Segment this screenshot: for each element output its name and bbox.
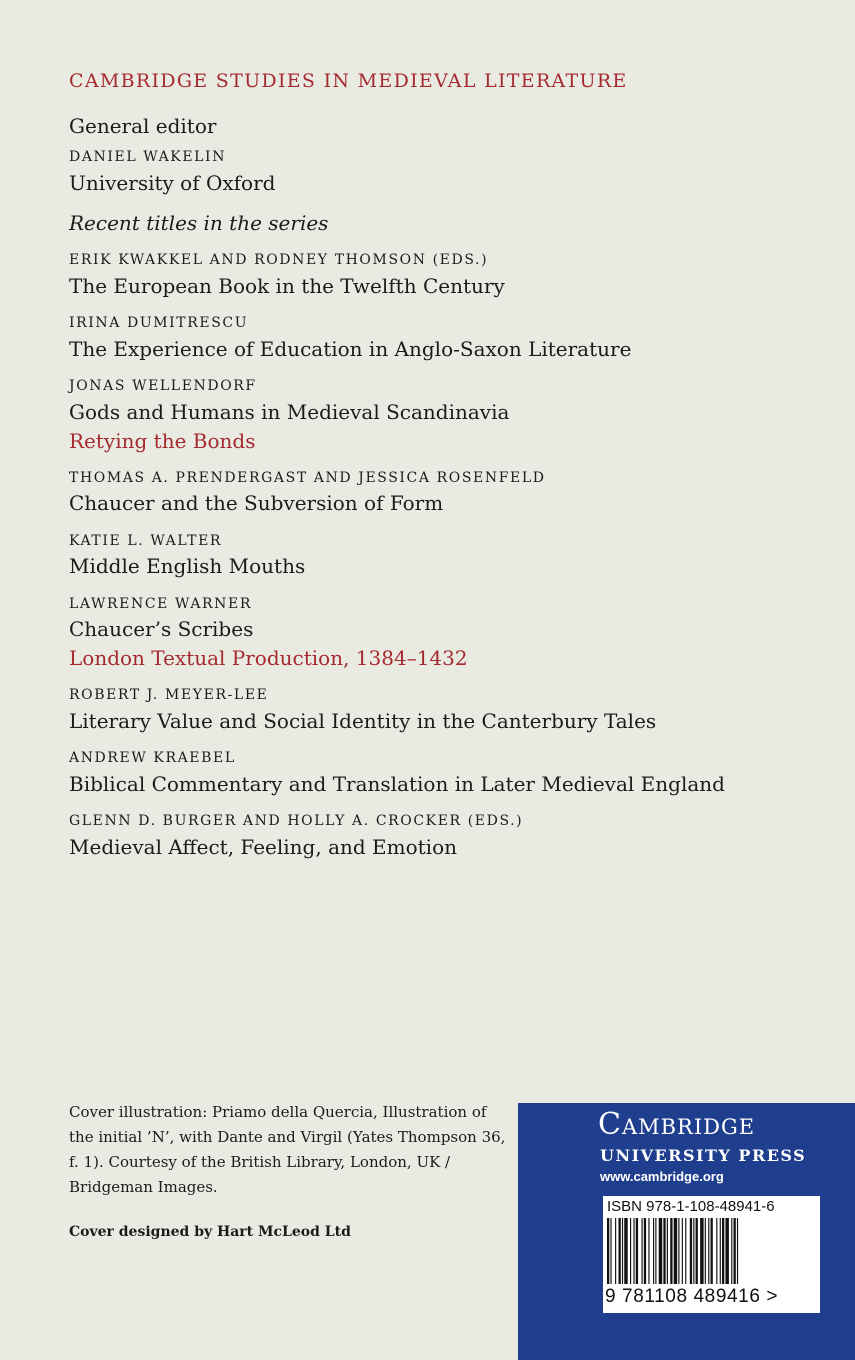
cover-illustration-credit: Cover illustration: Priamo della Quercia, Illustration of the initial ’N’, with Dante and Virgil (Yates Thompson 36, f. 1). Courtesy of the British Library, London, UK / Bridgeman Images. — [69, 1103, 506, 1196]
title-name: Chaucer and the Subversion of Form — [69, 491, 444, 515]
barcode-bars — [607, 1218, 816, 1284]
title-name: The European Book in the Twelfth Century — [69, 274, 505, 298]
barcode-bar — [731, 1218, 732, 1284]
barcode-bar — [653, 1218, 654, 1284]
publisher-panel — [518, 1103, 855, 1360]
barcode-bar — [696, 1218, 698, 1284]
barcode-bar — [670, 1218, 672, 1284]
barcode-bar — [630, 1218, 631, 1284]
title-name: Middle English Mouths — [69, 554, 306, 578]
title-author: KATIE L. WALTER — [69, 533, 223, 549]
barcode-bar — [682, 1218, 683, 1284]
title-author: ANDREW KRAEBEL — [69, 750, 236, 766]
title-name: Gods and Humans in Medieval Scandinavia — [69, 400, 510, 424]
title-name: Biblical Commentary and Translation in Later Medieval England — [69, 772, 725, 796]
title-name: The Experience of Education in Anglo-Saxon Literature — [69, 337, 632, 361]
title-subtitle: Retying the Bonds — [69, 429, 256, 453]
barcode-bar — [693, 1218, 694, 1284]
editor-name: DANIEL WAKELIN — [69, 149, 227, 165]
barcode-bar — [700, 1218, 703, 1284]
barcode-bar — [636, 1218, 638, 1284]
barcode-bar — [685, 1218, 686, 1284]
barcode — [603, 1196, 820, 1313]
title-author: LAWRENCE WARNER — [69, 596, 252, 612]
title-author: IRINA DUMITRESCU — [69, 315, 249, 331]
barcode-digits: 9 781108 489416 > — [605, 1286, 779, 1307]
barcode-bar — [722, 1218, 724, 1284]
barcode-bar — [674, 1218, 677, 1284]
barcode-bar — [716, 1218, 717, 1284]
barcode-bar — [705, 1218, 706, 1284]
barcode-bar — [648, 1218, 649, 1284]
title-subtitle: London Textual Production, 1384–1432 — [69, 646, 468, 670]
title-author: JONAS WELLENDORF — [69, 378, 257, 394]
editor-affiliation: University of Oxford — [69, 171, 276, 195]
barcode-bar — [610, 1218, 611, 1284]
barcode-bar — [690, 1218, 692, 1284]
title-author: ERIK KWAKKEL AND RODNEY THOMSON (EDS.) — [69, 252, 489, 268]
barcode-bar — [711, 1218, 713, 1284]
isbn-label: ISBN 978-1-108-48941-6 — [607, 1198, 775, 1215]
publisher-name: Cambridge — [598, 1107, 756, 1142]
barcode-bar — [624, 1218, 627, 1284]
barcode-bar — [619, 1218, 621, 1284]
barcode-bar — [737, 1218, 738, 1284]
barcode-bar — [663, 1218, 665, 1284]
title-author: GLENN D. BURGER AND HOLLY A. CROCKER (EDS.) — [69, 813, 524, 829]
barcode-bar — [615, 1218, 616, 1284]
title-name: Chaucer’s Scribes — [69, 617, 254, 641]
barcode-bar — [734, 1218, 736, 1284]
barcode-bar — [678, 1218, 679, 1284]
cover-designer-credit: Cover designed by Hart McLeod Ltd — [69, 1224, 351, 1240]
barcode-bar — [667, 1218, 668, 1284]
barcode-bar — [659, 1218, 662, 1284]
recent-titles-label: Recent titles in the series — [69, 211, 329, 235]
title-author: THOMAS A. PRENDERGAST AND JESSICA ROSENFELD — [69, 470, 546, 486]
barcode-bar — [607, 1218, 609, 1284]
barcode-bar — [633, 1218, 634, 1284]
barcode-bar — [708, 1218, 709, 1284]
barcode-bar — [622, 1218, 623, 1284]
publisher-url: www.cambridge.org — [600, 1169, 724, 1184]
series-title: CAMBRIDGE STUDIES IN MEDIEVAL LITERATURE — [69, 70, 628, 92]
barcode-bar — [725, 1218, 728, 1284]
publisher-press: UNIVERSITY PRESS — [600, 1146, 807, 1165]
title-author: ROBERT J. MEYER-LEE — [69, 687, 269, 703]
barcode-bar — [720, 1218, 721, 1284]
general-editor-label: General editor — [69, 114, 217, 138]
barcode-bar — [644, 1218, 646, 1284]
title-name: Literary Value and Social Identity in the Canterbury Tales — [69, 709, 657, 733]
barcode-bar — [655, 1218, 656, 1284]
barcode-bar — [642, 1218, 643, 1284]
title-name: Medieval Affect, Feeling, and Emotion — [69, 835, 457, 859]
